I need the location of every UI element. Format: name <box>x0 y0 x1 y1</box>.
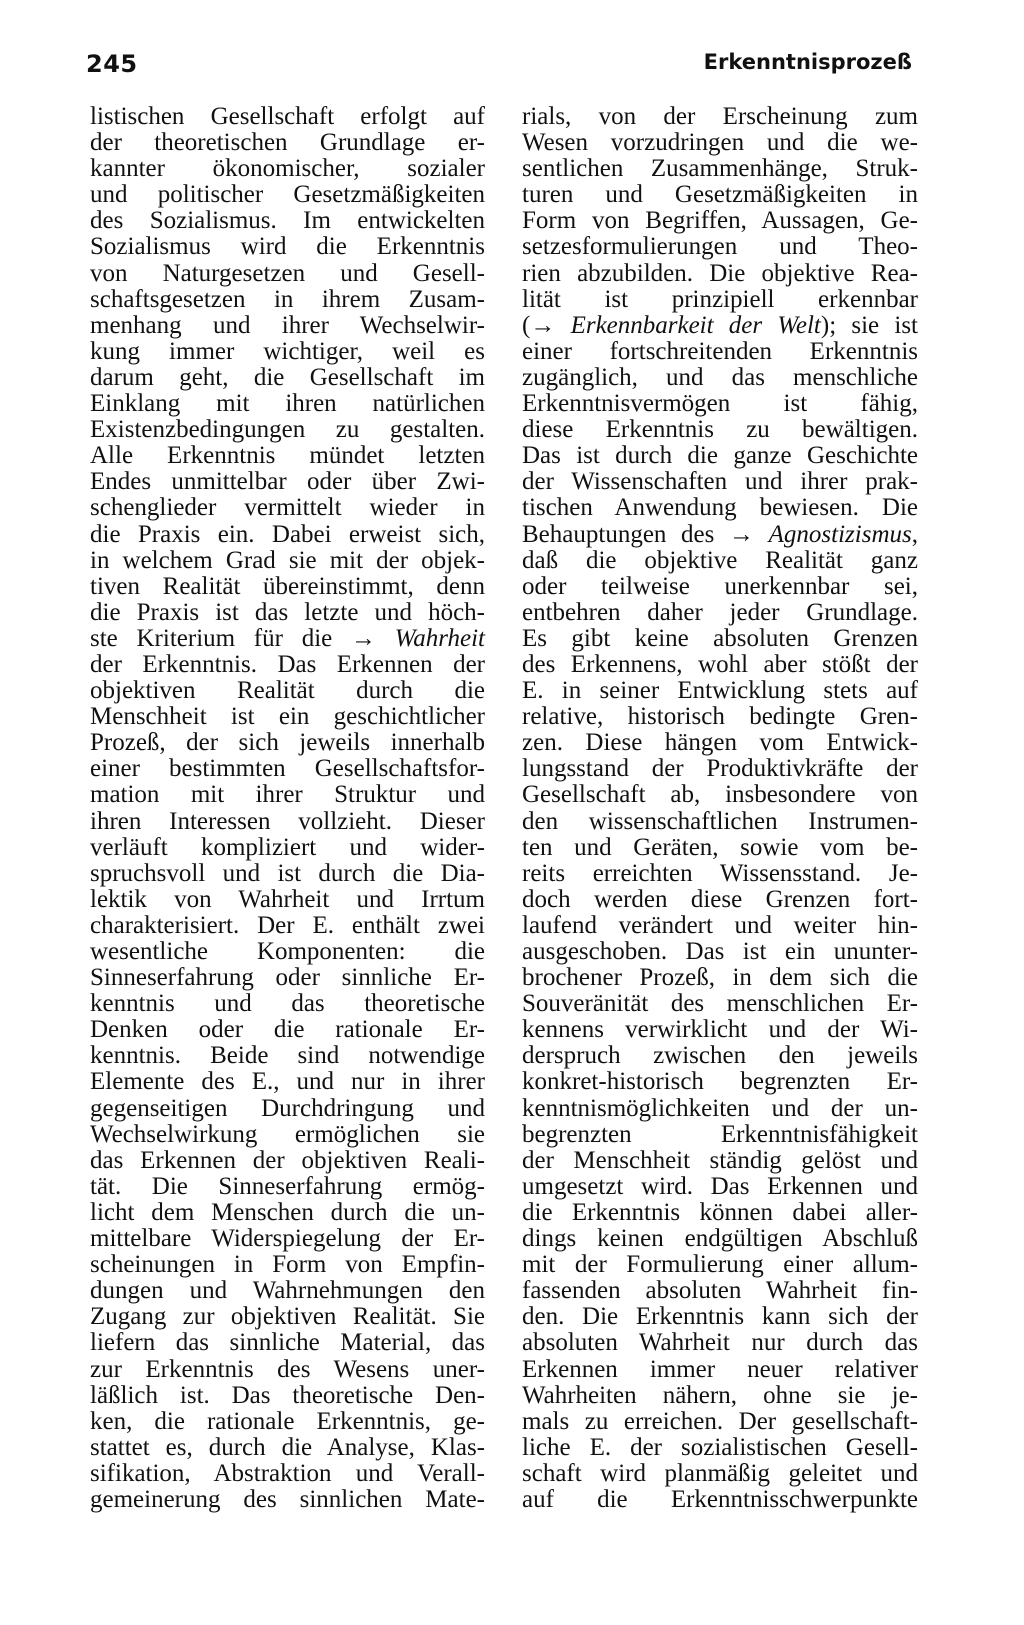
text-line: Wahrheiten nähern, ohne sie je- <box>522 1381 918 1409</box>
text-line: spruchsvoll und ist durch die Dia- <box>90 859 485 887</box>
text-line: Form von Begriffen, Aussagen, Ge- <box>522 207 918 235</box>
text-line: das Erkennen der objektiven Reali- <box>90 1146 485 1174</box>
text-line: mals zu erreichen. Der gesellschaft- <box>522 1407 918 1435</box>
cross-reference-arrow: → <box>350 624 395 652</box>
text-line: kannter ökonomischer, sozialer <box>90 155 485 183</box>
text-line: Wesen vorzudringen und die we- <box>522 129 918 157</box>
cross-reference-term[interactable]: Erkennbarkeit der Welt <box>570 311 821 339</box>
text-line: fassenden absoluten Wahrheit fin- <box>522 1277 918 1305</box>
text-line: derspruch zwischen den jeweils <box>522 1042 918 1070</box>
cross-reference-arrow: → <box>530 311 571 339</box>
text-line: scheinungen in Form von Empfin- <box>90 1251 485 1279</box>
text-line: von Naturgesetzen und Gesell- <box>90 259 485 287</box>
text-line: relative, historisch bedingte Gren- <box>522 703 918 731</box>
text-line: schaft wird planmäßig geleitet und <box>522 1459 918 1487</box>
text-line: läßlich ist. Das theoretische Den- <box>90 1381 485 1409</box>
text-line: die Praxis ist das letzte und höch- <box>90 598 485 626</box>
text-line: doch werden diese Grenzen fort- <box>522 885 918 913</box>
text-line: oder teilweise unerkennbar sei, <box>522 572 918 600</box>
text-line: tät. Die Sinneserfahrung ermög- <box>90 1172 485 1200</box>
text-line: schenglieder vermittelt wieder in <box>90 494 485 522</box>
text-line: rials, von der Erscheinung zum <box>522 103 918 130</box>
text-line: liefern das sinnliche Material, das <box>90 1329 485 1357</box>
text-line: der Wissenschaften und ihrer prak- <box>522 468 918 496</box>
text-line: tiven Realität übereinstimmt, denn <box>90 572 485 600</box>
text-line: rien abzubilden. Die objektive Rea- <box>522 259 918 287</box>
text-line: der theoretischen Grundlage er- <box>90 129 485 157</box>
text-column-left <box>90 104 485 1513</box>
text-line: Prozeß, der sich jeweils innerhalb <box>90 729 485 757</box>
text-line: ausgeschoben. Das ist ein ununter- <box>522 938 918 965</box>
text-line: Das ist durch die ganze Geschichte <box>522 442 918 470</box>
text-line: ken, die rationale Erkenntnis, ge- <box>90 1407 485 1435</box>
text-line: sifikation, Abstraktion und Verall- <box>90 1459 485 1487</box>
text-line: die Erkenntnis können dabei aller- <box>522 1198 918 1226</box>
text-line: diese Erkenntnis zu bewältigen. <box>522 416 918 444</box>
text-line: mation mit ihrer Struktur und <box>90 781 485 809</box>
text-line: Elemente des E., und nur in ihrer <box>90 1068 485 1096</box>
text-line: daß die objektive Realität ganz <box>522 546 918 574</box>
text-line: lektik von Wahrheit und Irrtum <box>90 885 485 913</box>
text-line: liche E. der sozialistischen Gesell- <box>522 1433 918 1461</box>
text-line: in welchem Grad sie mit der objek- <box>90 546 485 574</box>
text-line: Zugang zur objektiven Realität. Sie <box>90 1303 485 1331</box>
text-line: Alle Erkenntnis mündet letzten <box>90 442 485 470</box>
text-line: absoluten Wahrheit nur durch das <box>522 1329 918 1357</box>
text-line: setzesformulierungen und Theo- <box>522 233 918 261</box>
text-line: der Menschheit ständig gelöst und <box>522 1146 918 1174</box>
text-line: charakterisiert. Der E. enthält zwei <box>90 911 485 939</box>
text-line: Behauptungen des → Agnostizismus, <box>522 520 918 548</box>
text-line: des Sozialismus. Im entwickelten <box>90 207 485 235</box>
text-line: stattet es, durch die Analyse, Klas- <box>90 1433 485 1461</box>
text-line: Sozialismus wird die Erkenntnis <box>90 233 485 261</box>
text-line: umgesetzt wird. Das Erkennen und <box>522 1172 918 1200</box>
text-line: dungen und Wahrnehmungen den <box>90 1277 485 1305</box>
text-line: mit der Formulierung einer allum- <box>522 1251 918 1279</box>
text-line: objektiven Realität durch die <box>90 677 485 705</box>
text-line: Sinneserfahrung oder sinnliche Er- <box>90 964 485 992</box>
text-line: dings keinen endgültigen Abschluß <box>522 1225 918 1253</box>
text-line: listischen Gesellschaft erfolgt auf <box>90 103 485 130</box>
text-line: ihren Interessen vollzieht. Dieser <box>90 807 485 835</box>
text-line: des Erkennens, wohl aber stößt der <box>522 650 918 678</box>
text-line: Erkenntnisvermögen ist fähig, <box>522 390 918 418</box>
text-line: darum geht, die Gesellschaft im <box>90 363 485 391</box>
text-line: (→ Erkennbarkeit der Welt); sie ist <box>522 311 918 339</box>
text-line: kennens verwirklicht und der Wi- <box>522 1016 918 1044</box>
text-line: zur Erkenntnis des Wesens uner- <box>90 1355 485 1383</box>
text-line: einer bestimmten Gesellschaftsfor- <box>90 755 485 783</box>
text-line: Denken oder die rationale Er- <box>90 1016 485 1044</box>
text-line: einer fortschreitenden Erkenntnis <box>522 337 918 365</box>
text-line: kenntnis und das theoretische <box>90 990 485 1018</box>
text-line: lungsstand der Produktivkräfte der <box>522 755 918 783</box>
cross-reference-term[interactable]: Agnostizismus <box>768 520 912 548</box>
text-line: Wechselwirkung ermöglichen sie <box>90 1120 485 1148</box>
text-line: sentlichen Zusammenhänge, Struk- <box>522 155 918 183</box>
text-column-right <box>522 104 918 1513</box>
text-line: licht dem Menschen durch die un- <box>90 1198 485 1226</box>
text-line: brochener Prozeß, in dem sich die <box>522 964 918 992</box>
cross-reference-term[interactable]: Wahrheit <box>394 624 485 652</box>
text-line: Endes unmittelbar oder über Zwi- <box>90 468 485 496</box>
text-line: und politischer Gesetzmäßigkeiten <box>90 181 485 209</box>
text-line: Souveränität des menschlichen Er- <box>522 990 918 1018</box>
text-line: begrenzten Erkenntnisfähigkeit <box>522 1120 918 1148</box>
running-head: Erkenntnisprozeß <box>703 50 912 74</box>
cross-reference-arrow: → <box>729 520 769 548</box>
text-line: Erkennen immer neuer relativer <box>522 1355 918 1383</box>
text-line: Existenzbedingungen zu gestalten. <box>90 416 485 444</box>
text-line: Menschheit ist ein geschichtlicher <box>90 703 485 731</box>
text-line: ten und Geräten, sowie vom be- <box>522 833 918 861</box>
text-line: mittelbare Widerspiegelung der Er- <box>90 1225 485 1253</box>
text-line: E. in seiner Entwicklung stets auf <box>522 677 918 705</box>
text-line: ste Kriterium für die → Wahrheit <box>90 624 485 652</box>
text-line: gemeinerung des sinnlichen Mate- <box>90 1485 485 1513</box>
text-line: zen. Diese hängen vom Entwick- <box>522 729 918 757</box>
text-line: entbehren daher jeder Grundlage. <box>522 598 918 626</box>
text-line: die Praxis ein. Dabei erweist sich, <box>90 520 485 548</box>
text-line: kung immer wichtiger, weil es <box>90 337 485 365</box>
text-line: verläuft kompliziert und wider- <box>90 833 485 861</box>
text-line: kenntnismöglichkeiten und der un- <box>522 1094 918 1122</box>
text-line: laufend verändert und weiter hin- <box>522 911 918 939</box>
text-line: schaftsgesetzen in ihrem Zusam- <box>90 285 485 313</box>
text-line: kenntnis. Beide sind notwendige <box>90 1042 485 1070</box>
text-line: den. Die Erkenntnis kann sich der <box>522 1303 918 1331</box>
text-line: Es gibt keine absoluten Grenzen <box>522 624 918 652</box>
text-line: auf die Erkenntnisschwerpunkte <box>522 1485 918 1513</box>
page-number: 245 <box>86 50 138 78</box>
text-line: menhang und ihrer Wechselwir- <box>90 311 485 339</box>
text-line: konkret-historisch begrenzten Er- <box>522 1068 918 1096</box>
text-line: gegenseitigen Durchdringung und <box>90 1094 485 1122</box>
text-line: tischen Anwendung bewiesen. Die <box>522 494 918 522</box>
text-line: reits erreichten Wissensstand. Je- <box>522 859 918 887</box>
text-line: wesentliche Komponenten: die <box>90 938 485 965</box>
text-line: den wissenschaftlichen Instrumen- <box>522 807 918 835</box>
text-line: zugänglich, und das menschliche <box>522 363 918 391</box>
text-line: lität ist prinzipiell erkennbar <box>522 285 918 313</box>
text-line: Einklang mit ihren natürlichen <box>90 390 485 418</box>
text-line: turen und Gesetzmäßigkeiten in <box>522 181 918 209</box>
text-line: der Erkenntnis. Das Erkennen der <box>90 650 485 678</box>
text-line: Gesellschaft ab, insbesondere von <box>522 781 918 809</box>
